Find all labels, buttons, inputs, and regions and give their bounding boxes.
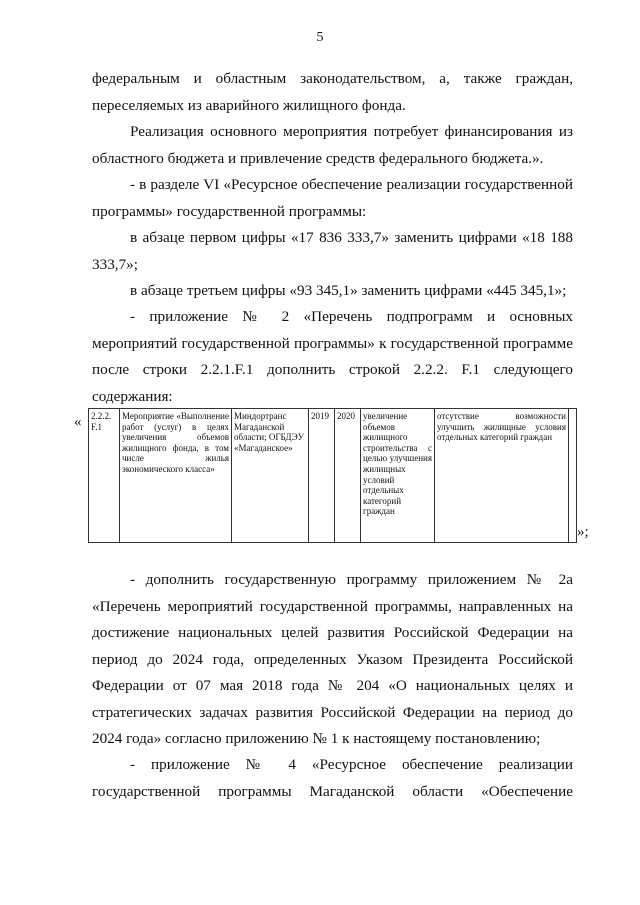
cell-year-start: 2019 — [309, 409, 335, 543]
cell-year-end: 2020 — [335, 409, 361, 543]
cell-consequences: отсутствие возможности улучшить жилищные условия отдельных категорий граждан — [435, 409, 569, 543]
paragraph-financing: Реализация основного мероприятия потребует финансирования из областного бюджета и привлечение средств федерального бюджета.». — [92, 123, 573, 167]
paragraph-third-abzac: в абзаце третьем цифры «93 345,1» заменить цифрами «445 345,1»; — [130, 282, 567, 299]
cell-result: увеличение объемов жилищного строительства с целью улучшения жилищных условий отдельных категорий граждан — [361, 409, 435, 543]
paragraph-section-vi: - в разделе VI «Ресурсное обеспечение реализации государственной программы» государственной программы: — [92, 176, 573, 220]
page-number: 5 — [316, 30, 324, 45]
paragraph-appendix-2a: - дополнить государственную программу приложением № 2а «Перечень мероприятий государственной программы, направленных на достижение национальных целей развития Российской Федерации на период до 2024 года, определенных Указом Президента Российской Федерации от 07 мая 2018 года № 204 «О национальных целях и стратегических задачах развития Российской Федерации на период до 2024 года» согласно приложению № 1 к настоящему постановлению; — [92, 571, 573, 747]
cell-activity: Мероприятие «Выполнение работ (услуг) в целях увеличения объемов жилищного фонда, в том числе жилья экономического класса» — [120, 409, 232, 543]
paragraph-appendix-4: - приложение № 4 «Ресурсное обеспечение реализации государственной программы Магаданской области «Обеспечение — [92, 756, 573, 800]
paragraph-federal-legislation: федеральным и областным законодательством, а, также граждан, переселяемых из аварийного жилищного фонда. — [92, 70, 573, 114]
paragraph-first-abzac: в абзаце первом цифры «17 836 333,7» заменить цифрами «18 188 333,7»; — [92, 229, 573, 273]
paragraph-appendix-2: - приложение № 2 «Перечень подпрограмм и основных мероприятий государственной программы» к государственной программе после строки 2.2.1.F.1 дополнить строкой 2.2.2. F.1 следующего содержания: — [92, 308, 573, 405]
cell-extra — [569, 409, 577, 543]
table-row — [89, 409, 577, 543]
quote-open: « — [74, 414, 82, 430]
quote-close: »; — [577, 524, 589, 540]
cell-executor: Миндортранс Магаданской области; ОГБДЭУ «Магаданское» — [232, 409, 309, 543]
cell-number: 2.2.2. F.1 — [89, 409, 120, 543]
inserted-row-table — [88, 408, 577, 543]
